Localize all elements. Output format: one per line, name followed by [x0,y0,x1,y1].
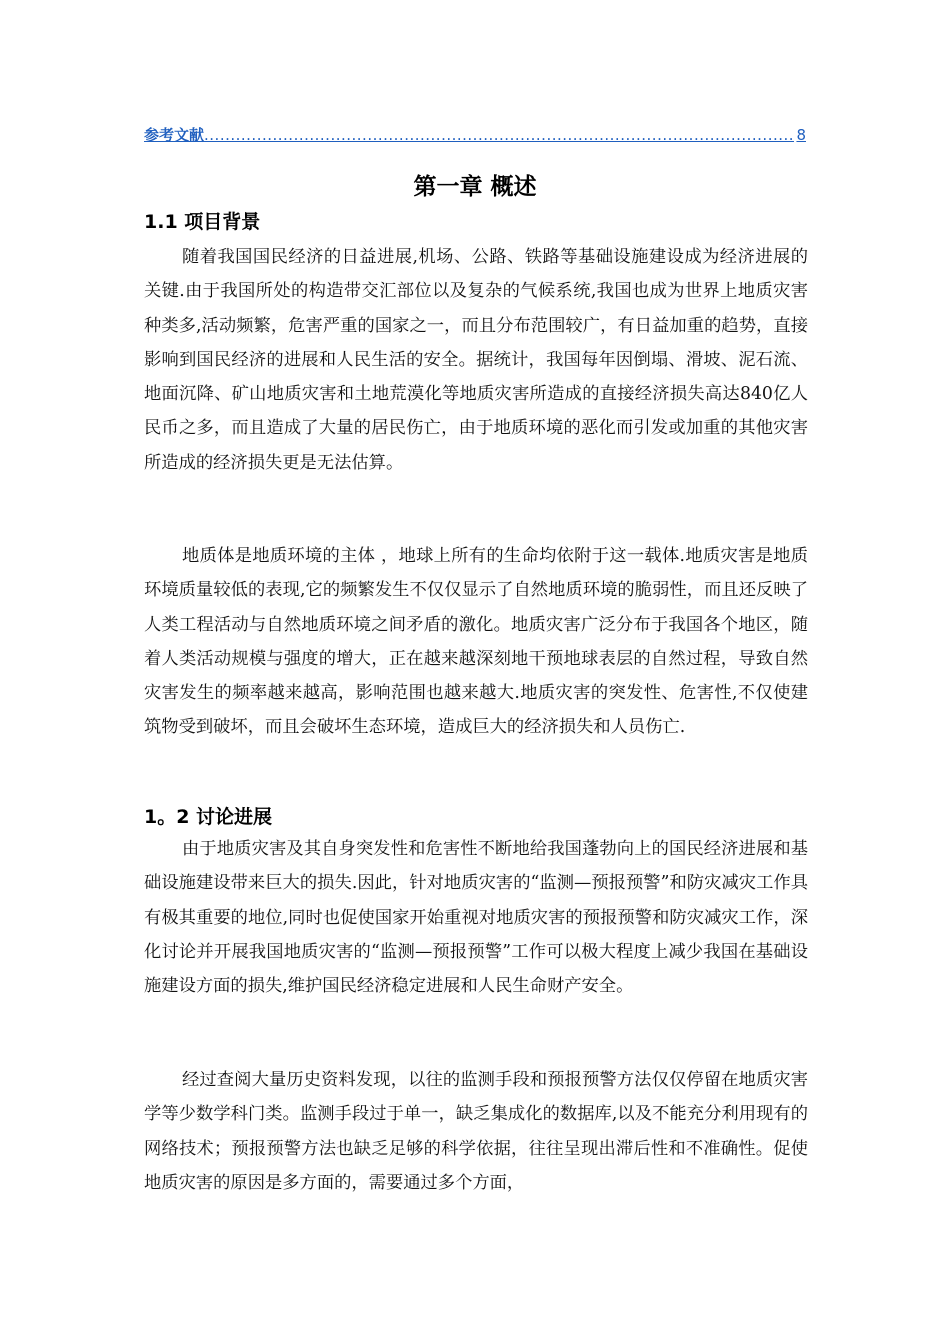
paragraph: 随着我国国民经济的日益进展,机场、公路、铁路等基础设施建设成为经济进展的关键.由于我国所处的构造带交汇部位以及复杂的气候系统,我国也成为世界上地质灾害种类多,活动频繁，危害严重的国家之一，而且分布范围较广，有日益加重的趋势，直接影响到国民经济的进展和人民生活的安全。据统计，我国每年因倒塌、滑坡、泥石流、地面沉降、矿山地质灾害和土地荒漠化等地质灾害所造成的直接经济损失高达840亿人民币之多，而且造成了大量的居民伤亡，由于地质环境的恶化而引发或加重的其他灾害所造成的经济损失更是无法估算。 [144,247,808,473]
paragraph: 经过查阅大量历史资料发现，以往的监测手段和预报预警方法仅仅停留在地质灾害学等少数学科门类。监测手段过于单一，缺乏集成化的数据库,以及不能充分利用现有的网络技术；预报预警方法也缺乏足够的科学依据，往往呈现出滞后性和不准确性。促使地质灾害的原因是多方面的，需要通过多个方面， [144,1070,808,1193]
section-heading-background: 1.1 项目背景 [144,211,261,233]
toc-entry-references[interactable] [144,124,806,148]
toc-leader-dots [204,126,794,144]
toc-page-number: 8 [796,126,806,144]
toc-entry-label: 参考文献 [144,126,205,144]
chapter-title: 第一章 概述 [413,174,537,200]
section-heading-research-progress: 1。2 讨论进展 [144,806,273,828]
paragraph: 由于地质灾害及其自身突发性和危害性不断地给我国蓬勃向上的国民经济进展和基础设施建设带来巨大的损失.因此，针对地质灾害的“监测—预报预警”和防灾减灾工作具有极其重要的地位,同时也促使国家开始重视对地质灾害的预报预警和防灾减灾工作，深化讨论并开展我国地质灾害的“监测—预报预警”工作可以极大程度上减少我国在基础设施建设方面的损失,维护国民经济稳定进展和人民生命财产安全。 [144,839,808,997]
paragraph: 地质体是地质环境的主体 ，地球上所有的生命均依附于这一载体.地质灾害是地质环境质量较低的表现,它的频繁发生不仅仅显示了自然地质环境的脆弱性，而且还反映了人类工程活动与自然地质环境之间矛盾的激化。地质灾害广泛分布于我国各个地区，随着人类活动规模与强度的增大，正在越来越深刻地干预地球表层的自然过程，导致自然灾害发生的频率越来越高，影响范围也越来越大.地质灾害的突发性、危害性,不仅使建筑物受到破坏，而且会破坏生态环境，造成巨大的经济损失和人员伤亡. [144,546,808,738]
